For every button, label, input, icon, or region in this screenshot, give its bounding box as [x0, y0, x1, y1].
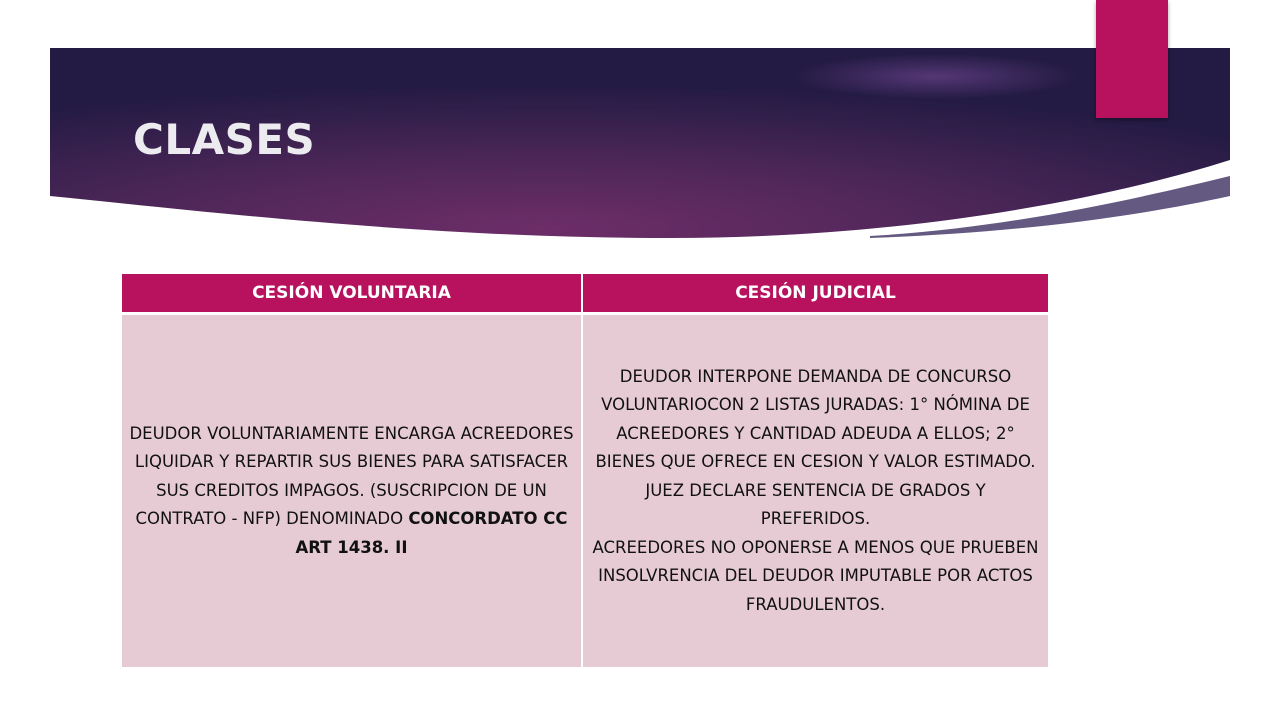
- voluntaria-description: [128, 420, 575, 563]
- judicial-paragraph-2: ACREEDORES NO OPONERSE A MENOS QUE PRUEBEN INSOLVRENCIA DEL DEUDOR IMPUTABLE POR ACTOS FRAUDULENTOS.: [592, 537, 1039, 614]
- header-cesion-judicial: CESIÓN JUDICIAL: [583, 274, 1048, 312]
- voluntaria-text: DEUDOR VOLUNTARIAMENTE ENCARGA ACREEDORES LIQUIDAR Y REPARTIR SUS BIENES PARA SATISFACER SUS CREDITOS IMPAGOS. (SUSCRIPCION DE UN CONTRATO - NFP) DENOMINADO: [129, 423, 574, 529]
- cell-cesion-voluntaria: [122, 312, 583, 667]
- header-cesion-voluntaria: CESIÓN VOLUNTARIA: [122, 274, 583, 312]
- voluntaria-bold-text: CONCORDATO CC ART 1438. II: [295, 509, 568, 557]
- accent-bar: [1096, 0, 1168, 118]
- slide-title: CLASES: [133, 115, 316, 164]
- judicial-paragraph-1: DEUDOR INTERPONE DEMANDA DE CONCURSO VOLUNTARIOCON 2 LISTAS JURADAS: 1° NÓMINA DE ACREEDORES Y CANTIDAD ADEUDA A ELLOS; 2° BIENES QUE OFRECE EN CESION Y VALOR ESTIMADO. JUEZ DECLARE SENTENCIA DE GRADOS Y PREFERIDOS.: [595, 366, 1036, 529]
- comparison-table: [122, 274, 1048, 667]
- cell-cesion-judicial: [583, 312, 1048, 667]
